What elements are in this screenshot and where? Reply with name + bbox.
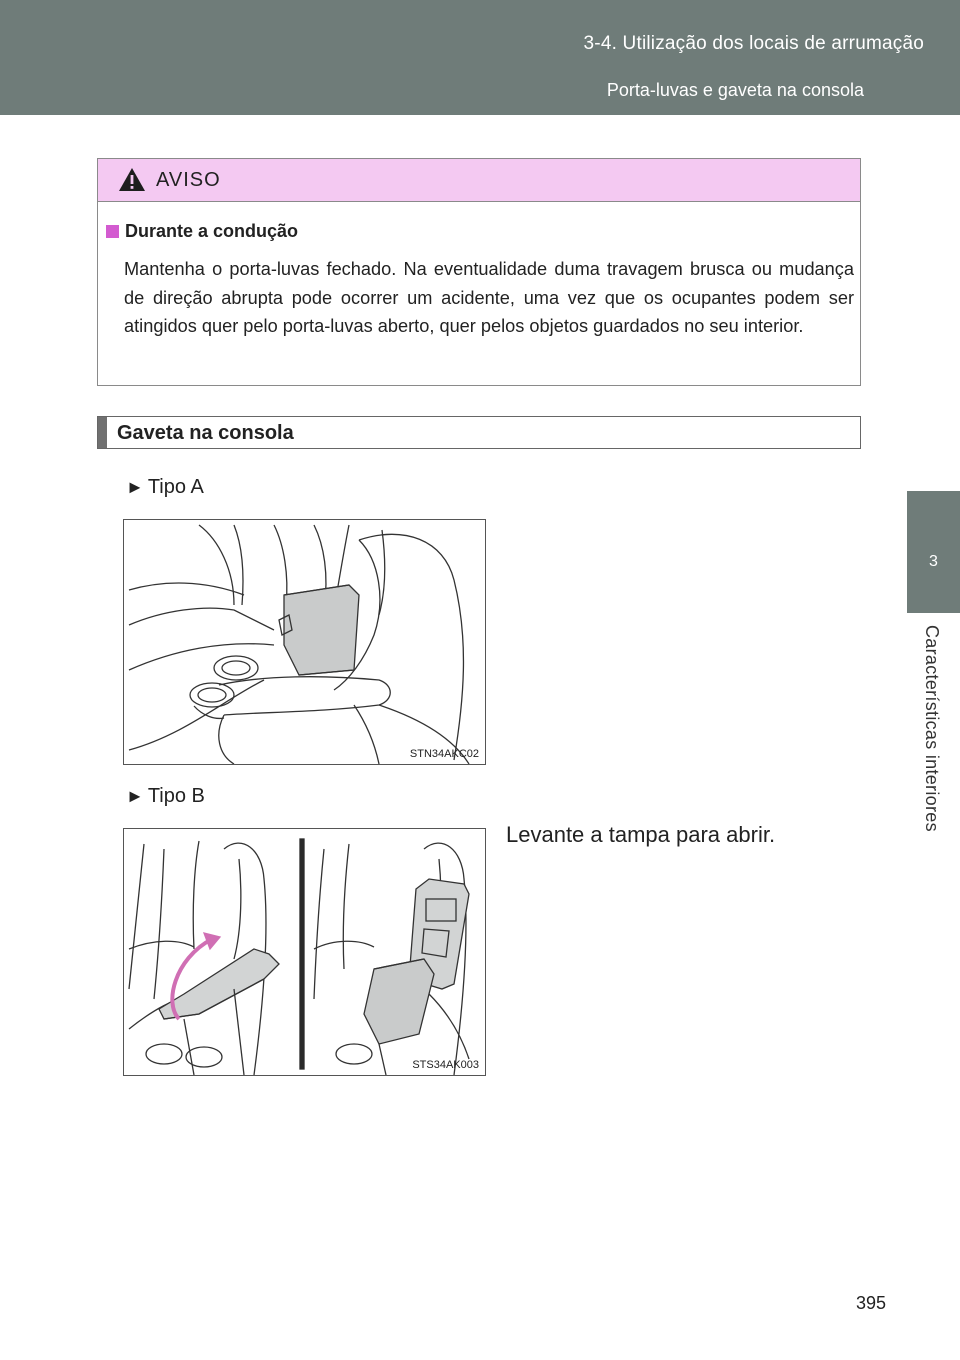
instruction-text: Levante a tampa para abrir. (506, 822, 776, 847)
chapter-tab (907, 491, 960, 613)
figure-type-a (123, 519, 486, 765)
arrow-right-icon: ► (126, 786, 144, 806)
warning-header (98, 159, 860, 202)
figure-type-b (123, 828, 486, 1076)
warning-box (97, 158, 861, 386)
console-box-illustration-a (124, 520, 485, 764)
figure-code-b: STS34AK003 (412, 1059, 479, 1071)
type-b-label-text: Tipo B (147, 785, 205, 807)
type-b-label (126, 785, 205, 808)
warning-label: AVISO (156, 169, 221, 191)
warning-triangle-icon (118, 167, 146, 192)
warning-body: Mantenha o porta-luvas fechado. Na eventualidade duma travagem brusca ou mudança de direção abrupta pode ocorrer um acidente, uma vez que os ocupantes podem ser atingidos quer pelo porta-luvas aberto, quer pelos objetos guardados no seu interior. (124, 259, 854, 336)
warning-subheading (106, 221, 298, 242)
arrow-right-icon: ► (126, 477, 144, 497)
chapter-title: Características interiores (922, 625, 942, 832)
square-bullet-icon (106, 225, 119, 238)
type-a-label (126, 476, 204, 499)
header-band (0, 0, 960, 115)
section-heading-accent (98, 417, 107, 448)
figure-code-a: STN34AKC02 (409, 748, 479, 760)
subsection-title: Porta-luvas e gaveta na consola (606, 80, 864, 100)
console-box-illustration-b (124, 829, 485, 1075)
warning-subheading-text: Durante a condução (125, 221, 299, 241)
type-a-label-text: Tipo A (147, 476, 204, 498)
page-number: 395 (856, 1293, 887, 1313)
section-title: 3-4. Utilização dos locais de arrumação (583, 33, 924, 54)
section-heading (97, 416, 861, 449)
section-heading-text: Gaveta na consola (117, 422, 294, 444)
chapter-number: 3 (929, 553, 938, 570)
